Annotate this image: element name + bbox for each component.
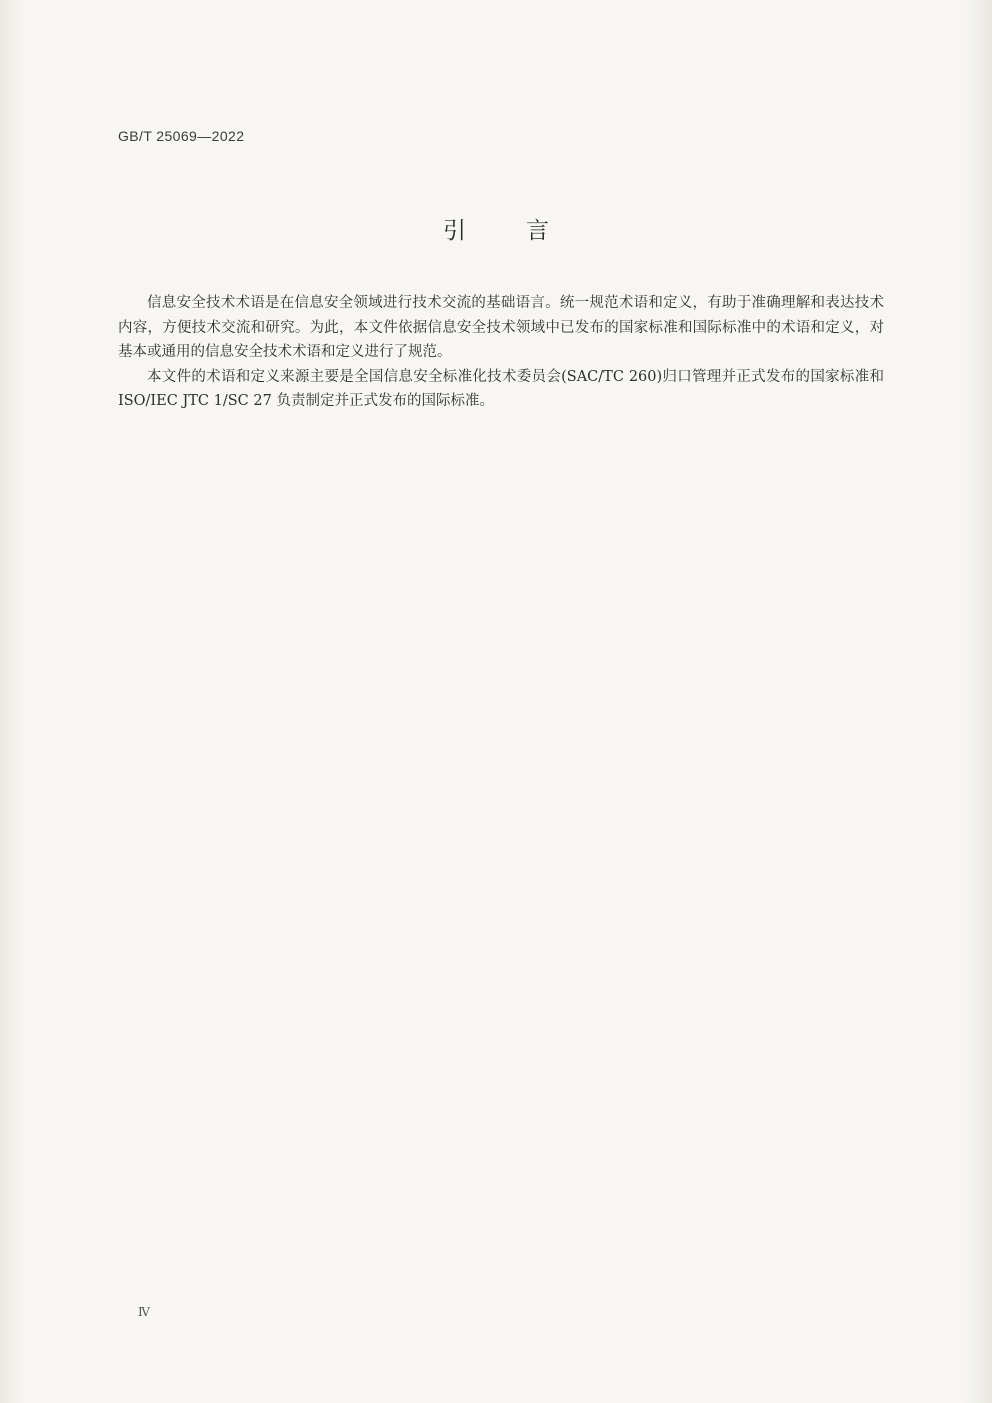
scan-edge-left — [0, 0, 22, 1403]
standard-code: GB/T 25069—2022 — [118, 128, 245, 144]
section-title-char-2: 言 — [526, 218, 549, 244]
section-title-char-1: 引 — [443, 218, 466, 244]
section-title — [0, 212, 992, 245]
scan-edge-right — [966, 0, 992, 1403]
paragraph-1: 信息安全技术术语是在信息安全领域进行技术交流的基础语言。统一规范术语和定义，有助于准确理解和表达技术内容，方便技术交流和研究。为此，本文件依据信息安全技术领域中已发布的国家标准和国际标准中的术语和定义，对基本或通用的信息安全技术术语和定义进行了规范。 — [118, 295, 884, 360]
paragraph-2: 本文件的术语和定义来源主要是全国信息安全标准化技术委员会(SAC/TC 260)归口管理并正式发布的国家标准和 ISO/IEC JTC 1/SC 27 负责制定并正式发布的国际标准。 — [118, 368, 884, 409]
introduction-body — [118, 291, 884, 414]
page-number: Ⅳ — [138, 1305, 150, 1319]
